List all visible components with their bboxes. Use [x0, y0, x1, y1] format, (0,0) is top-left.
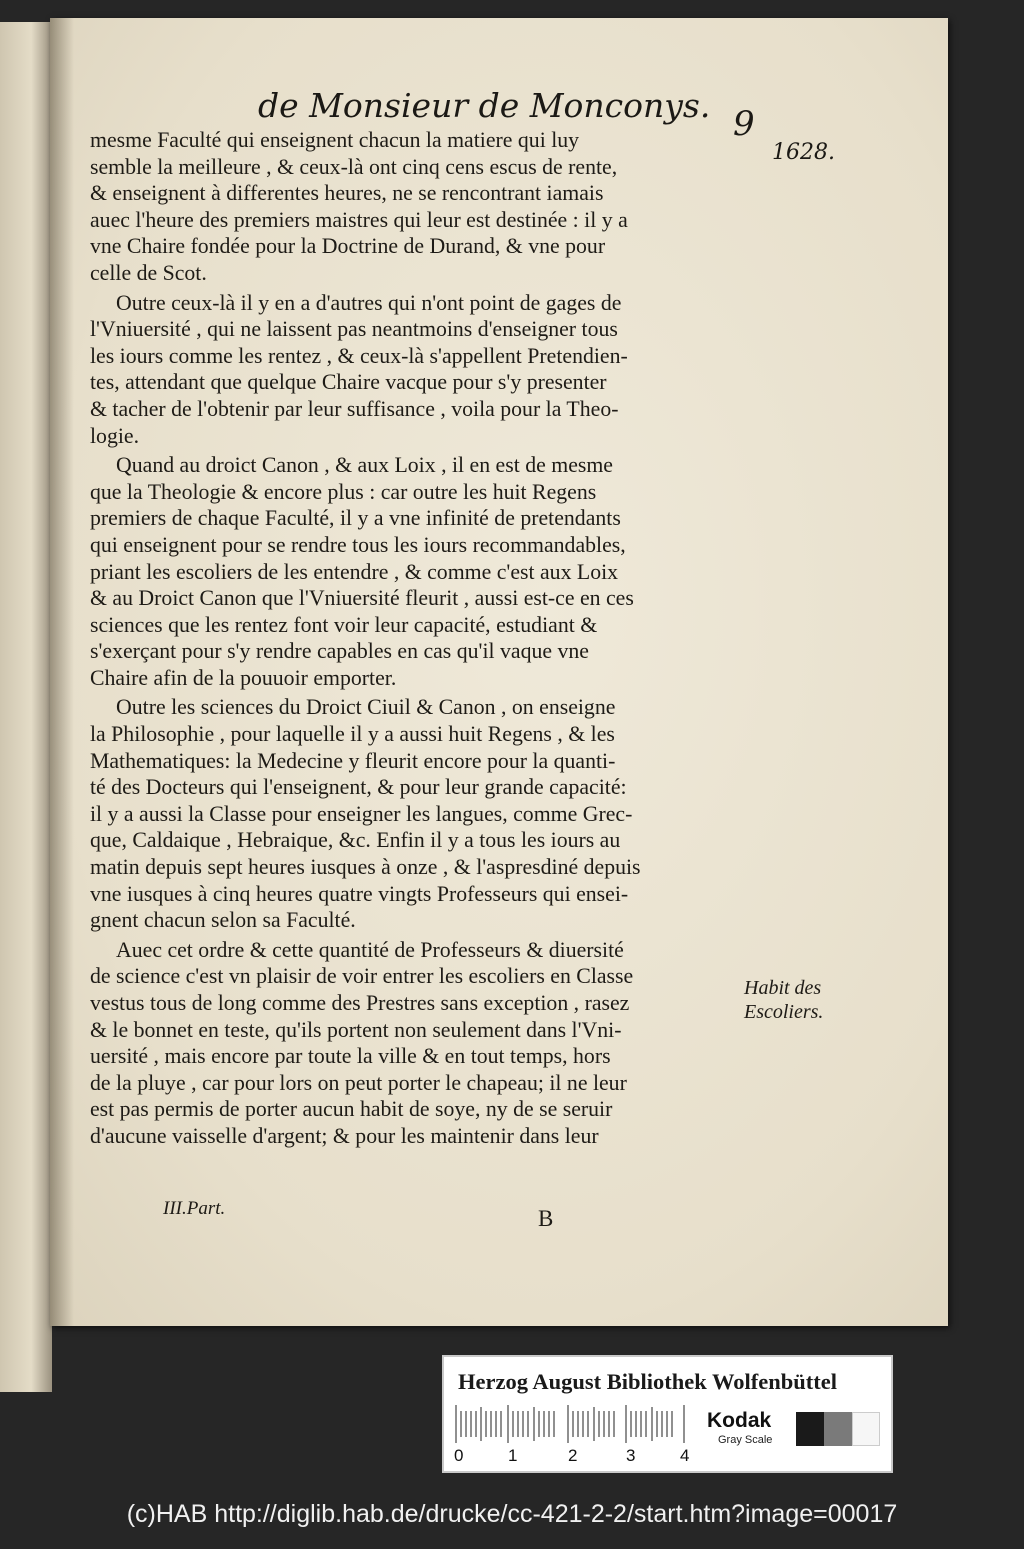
margin-year: 1628. — [772, 140, 835, 165]
text-line: matin depuis sept heures iusques à onze , & l'aspresdiné depuis — [90, 855, 641, 880]
color-target-card — [442, 1355, 893, 1473]
text-line: & tacher de l'obtenir par leur suffisance , voila pour la Theo- — [90, 396, 619, 421]
text-line: Quand au droict Canon , & aux Loix , il en est de mesme — [116, 453, 613, 478]
scale-number: 0 — [454, 1446, 464, 1465]
text-line: auec l'heure des premiers maistres qui leur est destinée : il y a — [90, 207, 628, 232]
margin-note-line: Escoliers. — [744, 1001, 824, 1023]
page-number: 9 — [733, 104, 755, 144]
text-line: Mathematiques: la Medecine y fleurit encore pour la quanti- — [90, 748, 616, 773]
text-line: Auec cet ordre & cette quantité de Professeurs & diuersité — [116, 937, 624, 962]
text-line: gnent chacun selon sa Faculté. — [90, 908, 356, 933]
text-line: & au Droict Canon que l'Vniuersité fleurit , aussi est-ce en ces — [90, 586, 634, 611]
text-line: les iours comme les rentez , & ceux-là s'appellent Pretendien- — [90, 343, 628, 368]
scale-number: 1 — [508, 1446, 518, 1465]
library-name: Herzog August Bibliothek Wolfenbüttel — [458, 1369, 837, 1394]
text-line: est pas permis de porter aucun habit de soye, ny de se seruir — [90, 1097, 613, 1122]
text-line: tes, attendant que quelque Chaire vacque pour s'y presenter — [90, 370, 607, 395]
text-line: l'Vniuersité , qui ne laissent pas neantmoins d'enseigner tous — [90, 317, 618, 342]
scale-number: 2 — [568, 1446, 578, 1465]
text-line: & enseignent à differentes heures, ne se rencontrant iamais — [90, 181, 604, 206]
text-line: que la Theologie & encore plus : car outre les huit Regens — [90, 479, 597, 504]
text-line: il y a aussi la Classe pour enseigner les langues, comme Grec- — [90, 801, 633, 826]
gray-swatch-light — [852, 1412, 880, 1446]
text-line: Outre ceux-là il y en a d'autres qui n'ont point de gages de — [116, 290, 622, 315]
gray-swatch-mid — [824, 1412, 852, 1446]
text-line: de science c'est vn plaisir de voir entrer les escoliers en Classe — [90, 964, 634, 989]
text-line: logie. — [90, 423, 140, 448]
text-line: semble la meilleure , & ceux-là ont cinq cens escus de rente, — [90, 154, 618, 179]
kodak-logo: Kodak — [707, 1409, 772, 1432]
text-line: & le bonnet en teste, qu'ils portent non seulement dans l'Vni- — [90, 1017, 622, 1042]
text-line: celle de Scot. — [90, 260, 207, 285]
text-line: vne iusques à cinq heures quatre vingts Professeurs qui ensei- — [90, 881, 629, 906]
text-line: uersité , mais encore par toute la ville & en tout temps, hors — [90, 1044, 611, 1069]
left-page-edge — [0, 22, 52, 1392]
text-line: que, Caldaique , Hebraique, &c. Enfin il y a tous les iours au — [90, 828, 621, 853]
text-line: de la pluye , car pour lors on peut porter le chapeau; il ne leur — [90, 1070, 627, 1095]
text-line: sciences que les rentez font voir leur capacité, estudiant & — [90, 612, 598, 637]
signature-part: III.Part. — [163, 1198, 226, 1219]
text-line: mesme Faculté qui enseignent chacun la matiere qui luy — [90, 128, 580, 152]
margin-note-line: Habit des — [744, 977, 822, 999]
text-line: la Philosophie , pour laquelle il y a aussi huit Regens , & les — [90, 722, 615, 747]
text-line: premiers de chaque Faculté, il y a vne infinité de pretendants — [90, 506, 621, 531]
text-line: vestus tous de long comme des Prestres sans exception , rasez — [90, 991, 630, 1015]
text-line: Chaire afin de la pouuoir emporter. — [90, 665, 397, 690]
gray-scale-label: Gray Scale — [718, 1434, 773, 1446]
text-line: vne Chaire fondée pour la Doctrine de Durand, & vne pour — [90, 234, 606, 259]
running-head: de Monsieur de Monconys. — [258, 86, 711, 125]
text-line: té des Docteurs qui l'enseignent, & pour leur grande capacité: — [90, 775, 627, 800]
text-line: d'aucune vaisselle d'argent; & pour les maintenir dans leur — [90, 1123, 599, 1148]
text-line: priant les escoliers de les entendre , & comme c'est aux Loix — [90, 559, 619, 584]
scale-number: 4 — [680, 1446, 690, 1465]
credit-url: (c)HAB http://diglib.hab.de/drucke/cc-421-2-2/start.htm?image=00017 — [126, 1500, 898, 1528]
page-gutter-shadow — [50, 18, 74, 1326]
text-line: s'exerçant pour s'y rendre capables en cas qu'il vaque vne — [90, 639, 589, 664]
ruler-scale-icon — [454, 1403, 694, 1445]
text-line: qui enseignent pour se rendre tous les iours recommandables, — [90, 532, 626, 557]
margin-note — [744, 976, 844, 1024]
text-line: Outre les sciences du Droict Ciuil & Canon , on enseigne — [116, 695, 616, 720]
scale-number: 3 — [626, 1446, 636, 1465]
body-text — [90, 127, 762, 1150]
signature-letter: B — [538, 1206, 554, 1231]
gray-swatch-dark — [796, 1412, 824, 1446]
